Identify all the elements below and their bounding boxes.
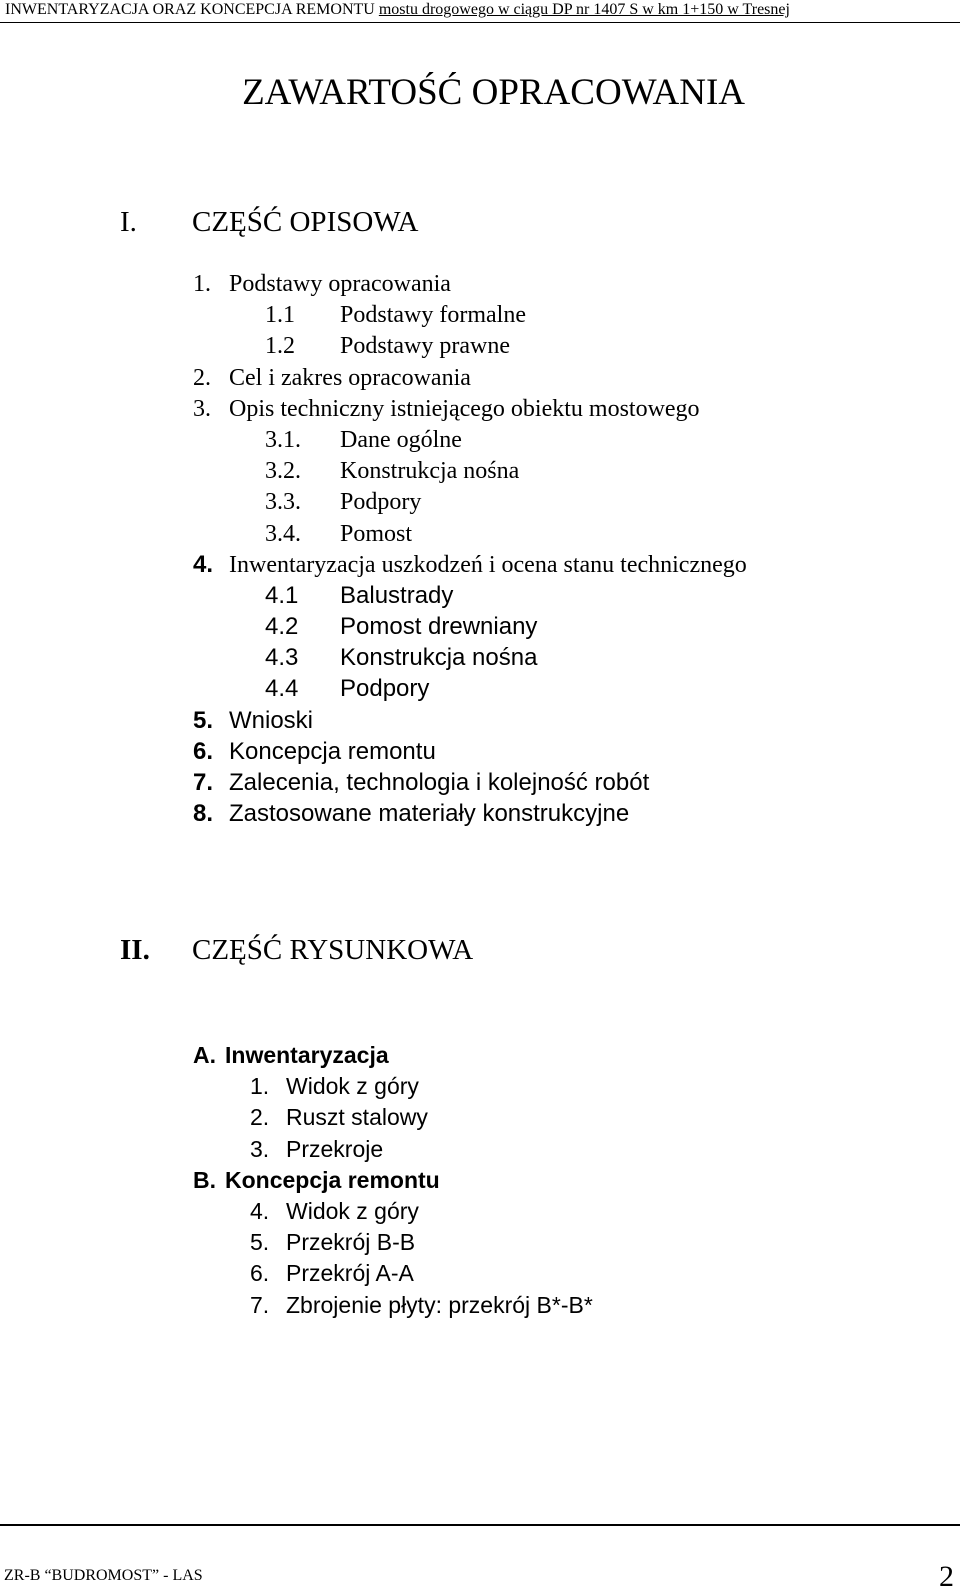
toc-item-number: 5.: [250, 1229, 270, 1256]
toc-item-label: Inwentaryzacja uszkodzeń i ocena stanu technicznego: [229, 551, 747, 578]
toc-item-number: 3.3.: [265, 489, 301, 516]
toc-item[interactable]: [0, 1071, 960, 1102]
section-title: CZĘŚĆ RYSUNKOWA: [192, 934, 474, 966]
toc-item[interactable]: [0, 394, 960, 425]
toc-item-label: Opis techniczny istniejącego obiektu mostowego: [229, 395, 700, 422]
toc-group-label: Inwentaryzacja: [225, 1042, 389, 1068]
toc-item-number: 8.: [193, 800, 214, 828]
toc-item-label: Zbrojenie płyty: przekrój B*-B*: [286, 1291, 593, 1318]
toc-item-label: Widok z góry: [286, 1197, 419, 1224]
toc-item-number: 3.2.: [265, 458, 301, 485]
section-title: CZĘŚĆ OPISOWA: [192, 206, 419, 238]
toc-item-label: Podpory: [340, 489, 422, 516]
toc-group[interactable]: [0, 1165, 960, 1196]
toc-item-label: Przekroje: [286, 1135, 384, 1162]
section-number: I.: [120, 206, 137, 238]
page-number: 2: [939, 1560, 954, 1593]
toc-item[interactable]: [0, 581, 960, 612]
toc-item-number: 1.1: [265, 302, 295, 329]
toc-item[interactable]: [0, 1102, 960, 1133]
toc-item-number: 7.: [193, 769, 214, 796]
toc-item-label: Koncepcja remontu: [229, 737, 436, 765]
running-header: [0, 0, 960, 23]
toc-item-label: Podstawy prawne: [340, 333, 510, 360]
toc-item-label: Zalecenia, technologia i kolejność robót: [229, 769, 650, 796]
toc-item-number: 4.1: [265, 581, 299, 609]
toc-item-number: 2.: [250, 1104, 270, 1131]
toc-item-label: Podstawy formalne: [340, 302, 526, 329]
toc-item-number: 6.: [193, 737, 214, 765]
toc-item-label: Ruszt stalowy: [286, 1104, 428, 1131]
section-heading-drawings: [120, 933, 540, 967]
footer-company: ZR-B “BUDROMOST” - LAS: [4, 1567, 203, 1584]
toc-item-label: Podpory: [340, 675, 430, 703]
toc-item[interactable]: [0, 612, 960, 643]
toc-item[interactable]: [0, 487, 960, 518]
toc-item-label: Dane ogólne: [340, 426, 462, 453]
header-prefix: INWENTARYZACJA ORAZ KONCEPCJA REMONTU: [5, 1, 375, 18]
toc-item[interactable]: [0, 331, 960, 362]
toc-item-label: Balustrady: [340, 581, 454, 609]
toc-item[interactable]: [0, 643, 960, 674]
toc-item-label: Przekrój B-B: [286, 1229, 416, 1256]
footer-rule: [0, 1524, 960, 1526]
toc-drawing-part: [0, 1040, 960, 1321]
toc-group-letter: B.: [193, 1166, 216, 1193]
toc-item[interactable]: [0, 737, 960, 768]
toc-item-number: 4.3: [265, 644, 299, 672]
toc-item-label: Przekrój A-A: [286, 1260, 414, 1287]
section-number: II.: [120, 934, 150, 966]
toc-item-label: Wnioski: [229, 706, 314, 734]
toc-item[interactable]: [0, 1227, 960, 1258]
toc-item-number: 5.: [193, 706, 214, 734]
toc-item-label: Konstrukcja nośna: [340, 644, 538, 672]
toc-item[interactable]: [0, 1258, 960, 1289]
toc-item[interactable]: [0, 550, 960, 581]
toc-item[interactable]: [0, 706, 960, 737]
toc-item-number: 1.: [193, 271, 211, 297]
toc-item-number: 1.: [250, 1073, 270, 1100]
toc-item-label: Zastosowane materiały konstrukcyjne: [229, 800, 630, 828]
toc-item-label: Cel i zakres opracowania: [229, 364, 471, 391]
toc-item[interactable]: [0, 300, 960, 331]
document-title: ZAWARTOŚĆ OPRACOWANIA: [242, 72, 745, 113]
toc-item-number: 4.4: [265, 675, 299, 703]
toc-item-label: Widok z góry: [286, 1073, 419, 1100]
toc-item-number: 3.: [250, 1135, 270, 1162]
toc-group[interactable]: [0, 1040, 960, 1071]
toc-item-label: Pomost drewniany: [340, 613, 538, 641]
toc-item-number: 7.: [250, 1291, 270, 1318]
toc-item[interactable]: [0, 363, 960, 394]
toc-item[interactable]: [0, 799, 960, 830]
toc-item-number: 4.: [193, 550, 214, 578]
section-heading-descriptive: [120, 205, 540, 239]
toc-group-label: Koncepcja remontu: [225, 1166, 440, 1193]
toc-item-label: Pomost: [340, 520, 413, 547]
toc-item-number: 1.2: [265, 333, 295, 360]
toc-item[interactable]: [0, 768, 960, 799]
toc-group-letter: A.: [193, 1042, 216, 1068]
toc-descriptive-part: [0, 269, 960, 830]
toc-item-number: 3.: [193, 395, 211, 422]
toc-item[interactable]: [0, 1196, 960, 1227]
toc-item[interactable]: [0, 269, 960, 300]
toc-item-number: 4.2: [265, 613, 299, 641]
toc-item-label: Konstrukcja nośna: [340, 458, 520, 485]
toc-item[interactable]: [0, 1134, 960, 1165]
toc-item[interactable]: [0, 1290, 960, 1321]
toc-item-number: 2.: [193, 364, 211, 391]
header-rule: [0, 22, 960, 23]
toc-item[interactable]: [0, 519, 960, 550]
header-subject: mostu drogowego w ciągu DP nr 1407 S w km 1+150 w Tresnej: [378, 1, 790, 18]
toc-item-number: 3.1.: [265, 426, 301, 453]
toc-item[interactable]: [0, 456, 960, 487]
toc-item-number: 6.: [250, 1260, 270, 1287]
toc-item-number: 3.4.: [265, 520, 301, 547]
toc-item[interactable]: [0, 425, 960, 456]
toc-item-label: Podstawy opracowania: [229, 271, 451, 297]
toc-item[interactable]: [0, 674, 960, 705]
toc-item-number: 4.: [250, 1197, 270, 1224]
